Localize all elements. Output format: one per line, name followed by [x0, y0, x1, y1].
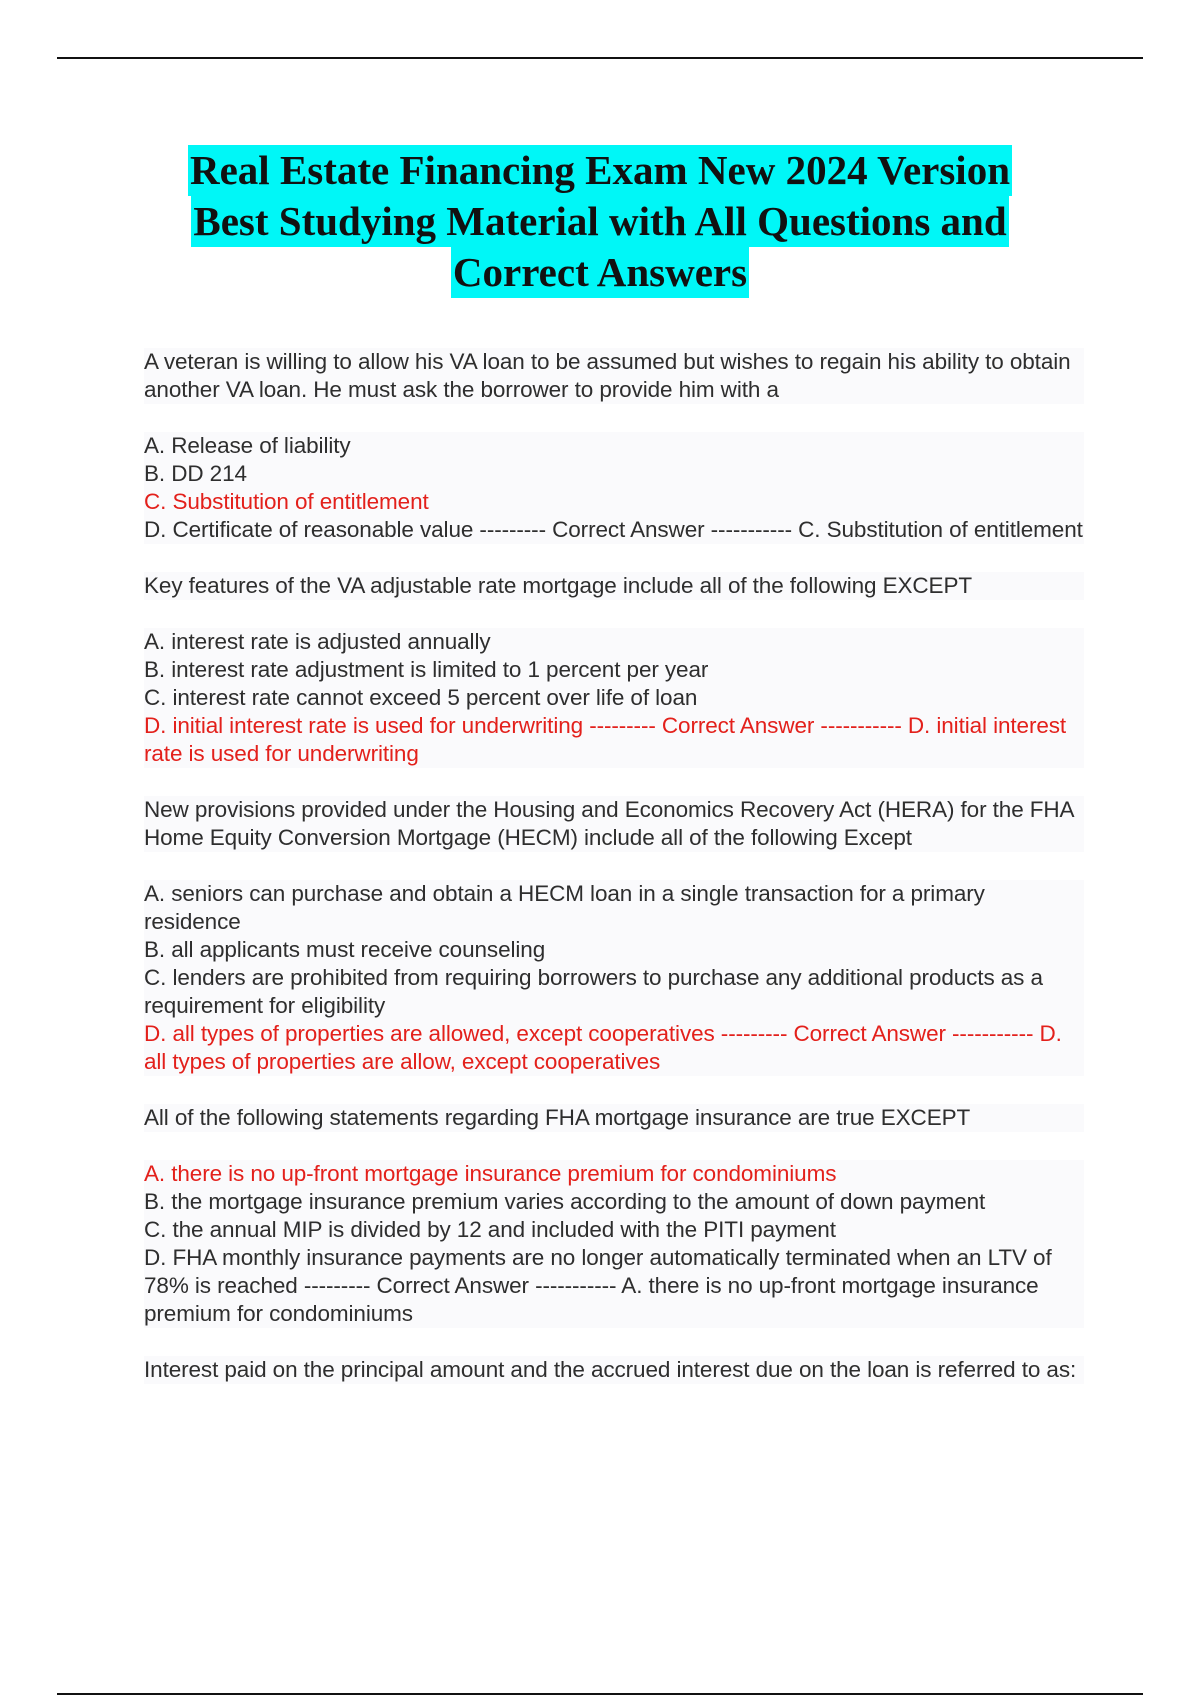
question-1-options — [144, 432, 1084, 544]
question-4-option-b: B. the mortgage insurance premium varies according to the amount of down payment — [144, 1189, 986, 1214]
question-4-option-d: D. FHA monthly insurance payments are no longer automatically terminated when an LTV of 78% is reached --------- Correct Answer ----------- A. there is no up-front mortgage insurance premium for condominiums — [144, 1245, 1052, 1326]
question-1-option-c: C. Substitution of entitlement — [144, 489, 429, 514]
question-list — [144, 348, 1084, 1412]
question-4-stem: All of the following statements regarding FHA mortgage insurance are true EXCEPT — [144, 1104, 1084, 1132]
question-4-option-c: C. the annual MIP is divided by 12 and included with the PITI payment — [144, 1217, 836, 1242]
question-1-stem: A veteran is willing to allow his VA loan to be assumed but wishes to regain his ability to obtain another VA loan. He must ask the borrower to provide him with a — [144, 348, 1084, 404]
document-title — [60, 145, 1140, 298]
question-3-option-c: C. lenders are prohibited from requiring borrowers to purchase any additional products as a requirement for eligibility — [144, 965, 1043, 1018]
question-3-option-a: A. seniors can purchase and obtain a HECM loan in a single transaction for a primary residence — [144, 881, 985, 934]
title-line-3: Correct Answers — [451, 247, 749, 298]
question-2-stem: Key features of the VA adjustable rate mortgage include all of the following EXCEPT — [144, 572, 1084, 600]
question-2-option-b: B. interest rate adjustment is limited to 1 percent per year — [144, 657, 709, 682]
question-3-stem: New provisions provided under the Housing and Economics Recovery Act (HERA) for the FHA Home Equity Conversion Mortgage (HECM) include all of the following Except — [144, 796, 1084, 852]
question-4-options — [144, 1160, 1084, 1328]
question-1-option-a: A. Release of liability — [144, 433, 351, 458]
footer-rule — [57, 1693, 1143, 1695]
question-5-stem: Interest paid on the principal amount and the accrued interest due on the loan is referred to as: — [144, 1356, 1084, 1384]
question-3-option-d: D. all types of properties are allowed, except cooperatives --------- Correct Answer ----------- D. all types of properties are allow, except cooperatives — [144, 1021, 1062, 1074]
question-2-option-c: C. interest rate cannot exceed 5 percent over life of loan — [144, 685, 698, 710]
question-2-option-a: A. interest rate is adjusted annually — [144, 629, 491, 654]
question-2-option-d: D. initial interest rate is used for underwriting --------- Correct Answer ----------- D. initial interest rate is used for underwriting — [144, 713, 1067, 766]
title-line-2: Best Studying Material with All Questions and — [191, 196, 1008, 247]
question-2-options — [144, 628, 1084, 768]
question-4-option-a: A. there is no up-front mortgage insurance premium for condominiums — [144, 1161, 837, 1186]
header-rule — [57, 57, 1143, 59]
question-1-option-b: B. DD 214 — [144, 461, 247, 486]
question-3-option-b: B. all applicants must receive counseling — [144, 937, 546, 962]
question-3-options — [144, 880, 1084, 1076]
question-1-option-d: D. Certificate of reasonable value --------- Correct Answer ----------- C. Substitution of entitlement — [144, 517, 1083, 542]
title-line-1: Real Estate Financing Exam New 2024 Version — [188, 145, 1012, 196]
